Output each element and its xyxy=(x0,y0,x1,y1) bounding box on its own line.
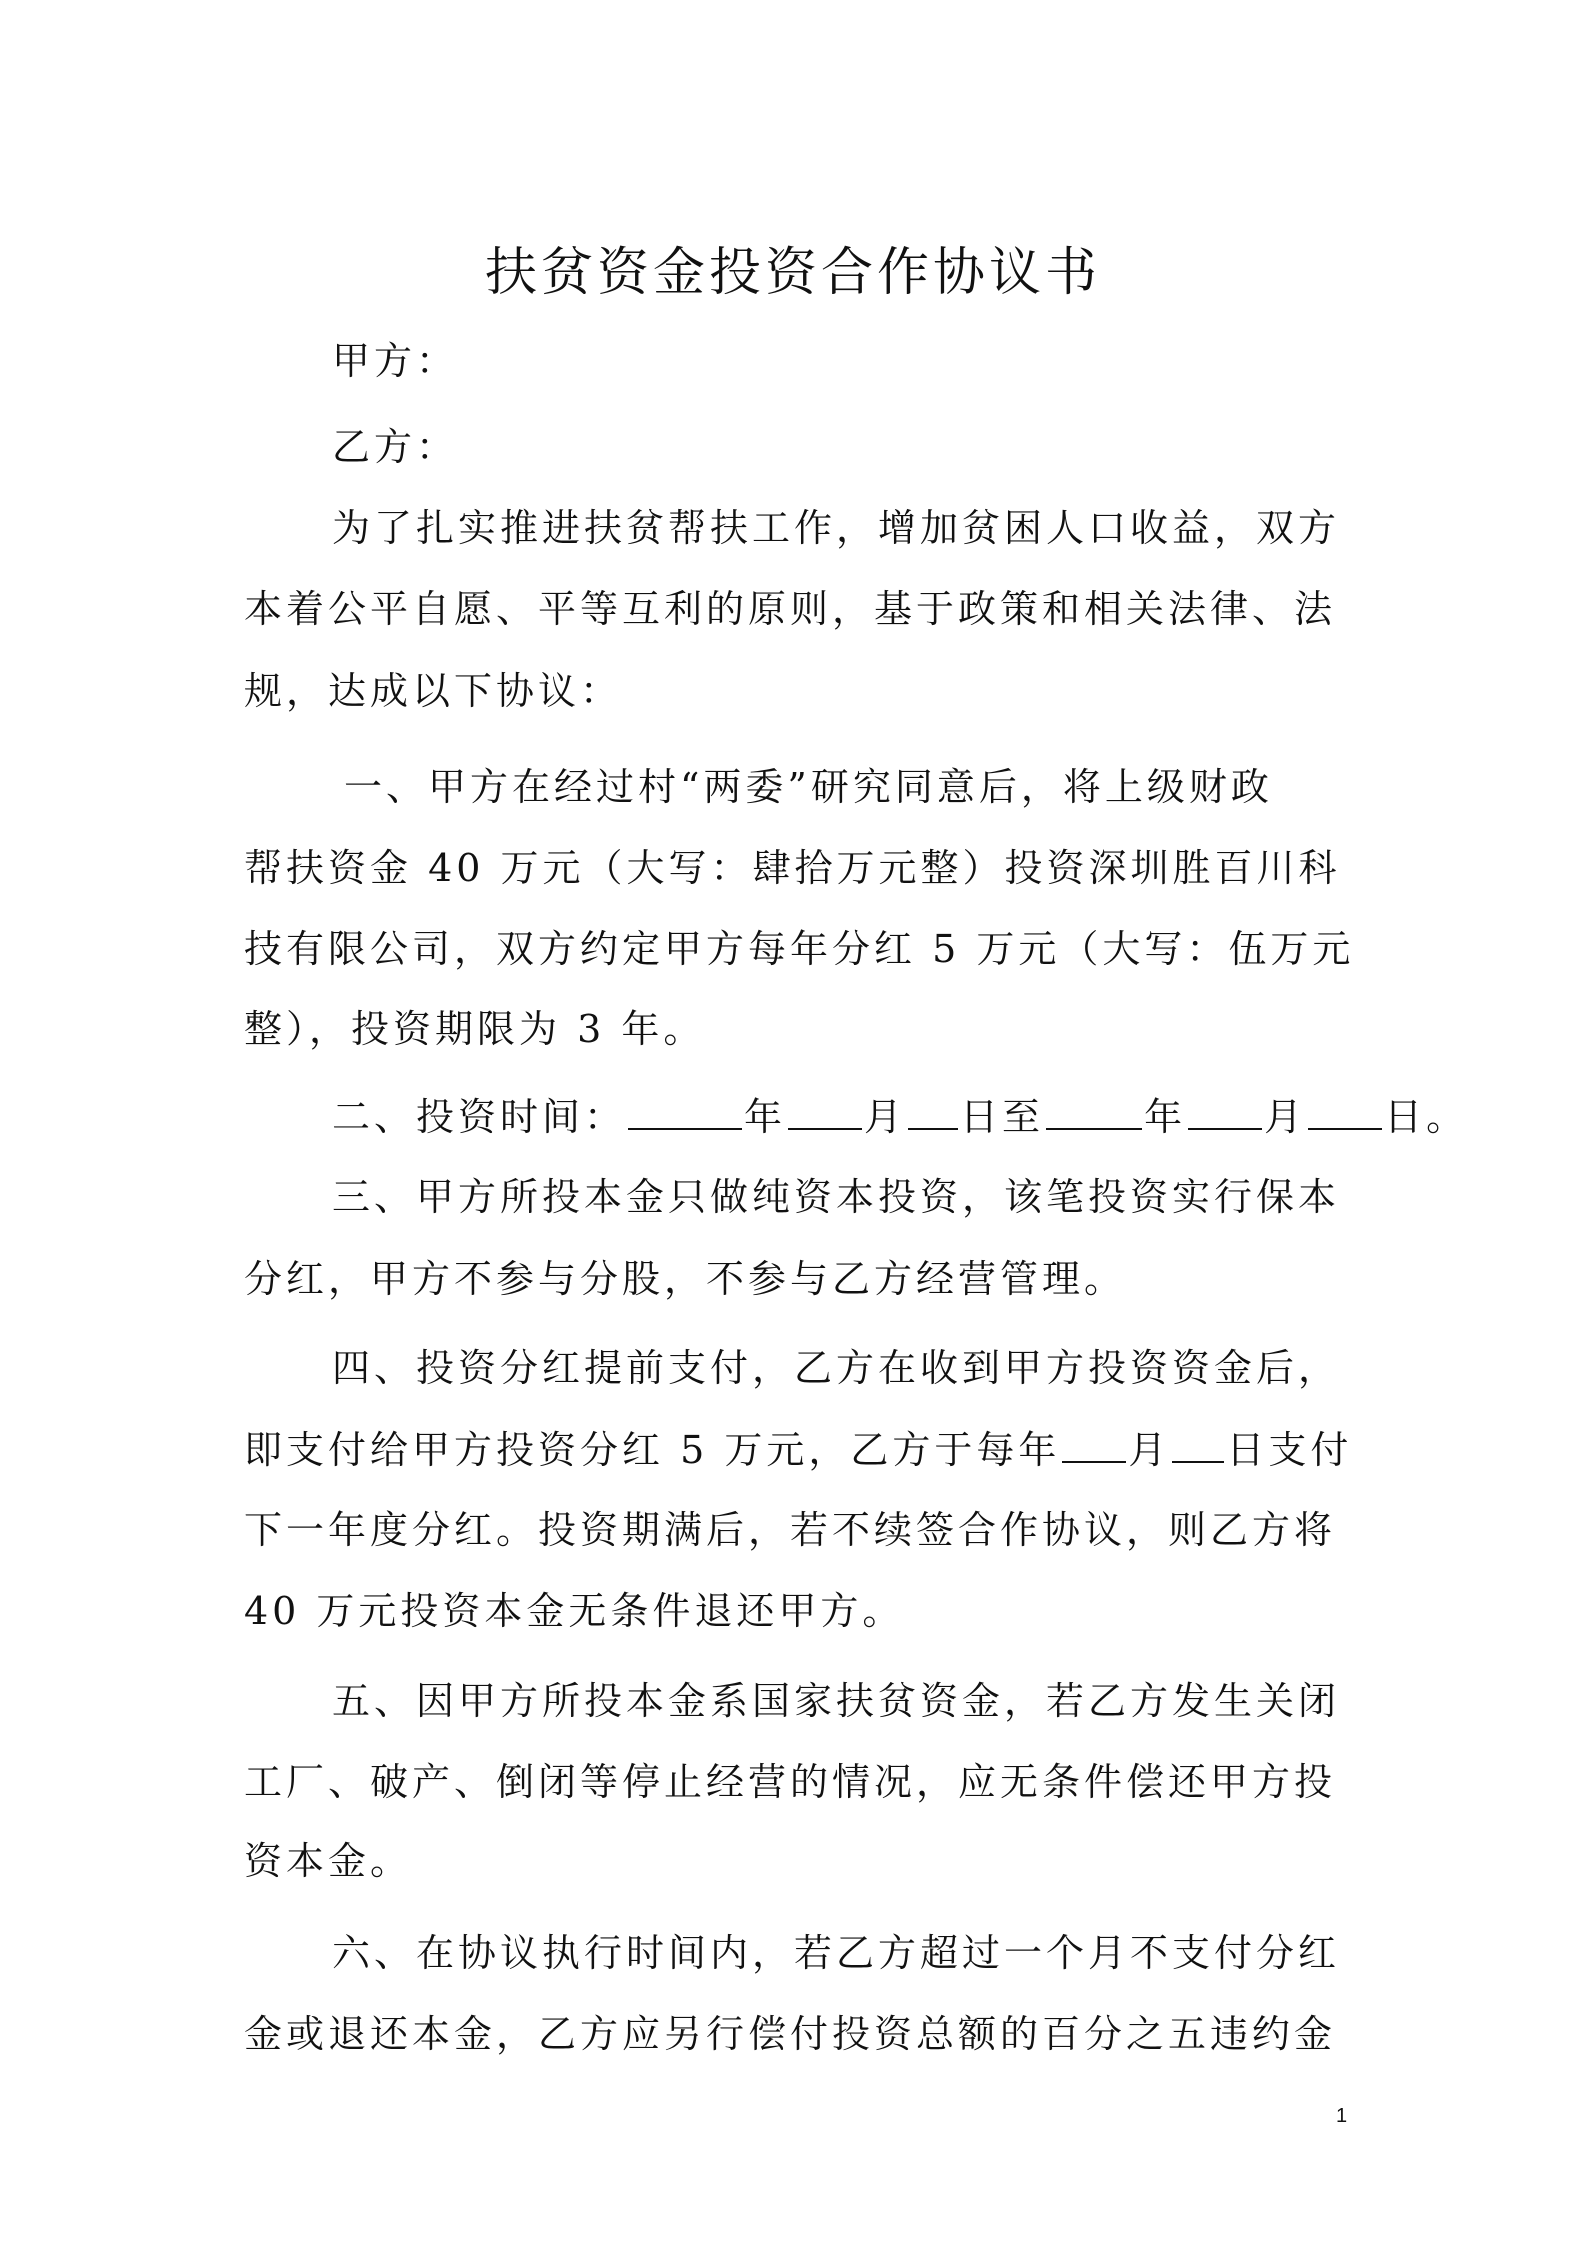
clause-1-line: 帮扶资金 40 万元（大写：肆拾万元整）投资深圳胜百川科 xyxy=(244,846,1341,890)
page-number: 1 xyxy=(1336,2105,1348,2127)
day-blank xyxy=(1308,1094,1382,1130)
month-label: 月 xyxy=(1128,1428,1171,1472)
clause-1-line: 一、甲方在经过村“两委”研究同意后，将上级财政 xyxy=(344,765,1273,809)
clause-4-line: 40 万元投资本金无条件退还甲方。 xyxy=(244,1589,905,1633)
clause-4-line2-prefix: 即支付给甲方投资分红 5 万元，乙方于每年 xyxy=(244,1428,1061,1472)
month-blank xyxy=(1062,1427,1126,1463)
clause-1-line: 整），投资期限为 3 年。 xyxy=(244,1007,706,1051)
party-b-label: 乙方： xyxy=(332,425,459,469)
day-to-label: 日至 xyxy=(960,1095,1045,1139)
preamble-line: 本着公平自愿、平等互利的原则，基于政策和相关法律、法 xyxy=(244,587,1337,631)
clause-5-line: 资本金。 xyxy=(244,1839,413,1883)
clause-4-line xyxy=(244,1423,1353,1477)
clause-6-line: 金或退还本金，乙方应另行偿付投资总额的百分之五违约金 xyxy=(244,2012,1337,2056)
day-end-label: 日。 xyxy=(1384,1095,1469,1139)
clause-3-line: 分红，甲方不参与分股，不参与乙方经营管理。 xyxy=(244,1257,1127,1301)
year-blank xyxy=(1046,1094,1142,1130)
day-blank xyxy=(908,1094,958,1130)
month-label: 月 xyxy=(1264,1095,1307,1139)
month-blank xyxy=(1188,1094,1262,1130)
day-blank xyxy=(1172,1427,1224,1463)
preamble-line: 为了扎实推进扶贫帮扶工作，增加贫困人口收益，双方 xyxy=(332,506,1341,550)
month-blank xyxy=(788,1094,862,1130)
party-a-label: 甲方： xyxy=(332,339,459,383)
clause-4-line: 下一年度分红。投资期满后，若不续签合作协议，则乙方将 xyxy=(244,1508,1337,1552)
clause-2-prefix: 二、投资时间： xyxy=(332,1095,627,1139)
clause-5-line: 工厂、破产、倒闭等停止经营的情况，应无条件偿还甲方投 xyxy=(244,1760,1337,1804)
clause-2-line xyxy=(332,1090,1469,1144)
clause-4-line2-suffix: 日支付 xyxy=(1226,1428,1353,1472)
document-title: 扶贫资金投资合作协议书 xyxy=(484,243,1101,303)
month-label: 月 xyxy=(864,1095,907,1139)
clause-1-line: 技有限公司，双方约定甲方每年分红 5 万元（大写：伍万元 xyxy=(244,927,1355,971)
clause-3-line: 三、甲方所投本金只做纯资本投资，该笔投资实行保本 xyxy=(332,1175,1341,1219)
year-label: 年 xyxy=(744,1095,787,1139)
year-label: 年 xyxy=(1144,1095,1187,1139)
year-blank xyxy=(628,1094,742,1130)
preamble-line: 规，达成以下协议： xyxy=(244,669,623,713)
clause-4-line: 四、投资分红提前支付，乙方在收到甲方投资资金后， xyxy=(332,1346,1341,1390)
clause-6-line: 六、在协议执行时间内，若乙方超过一个月不支付分红 xyxy=(332,1931,1341,1975)
clause-5-line: 五、因甲方所投本金系国家扶贫资金，若乙方发生关闭 xyxy=(332,1679,1341,1723)
